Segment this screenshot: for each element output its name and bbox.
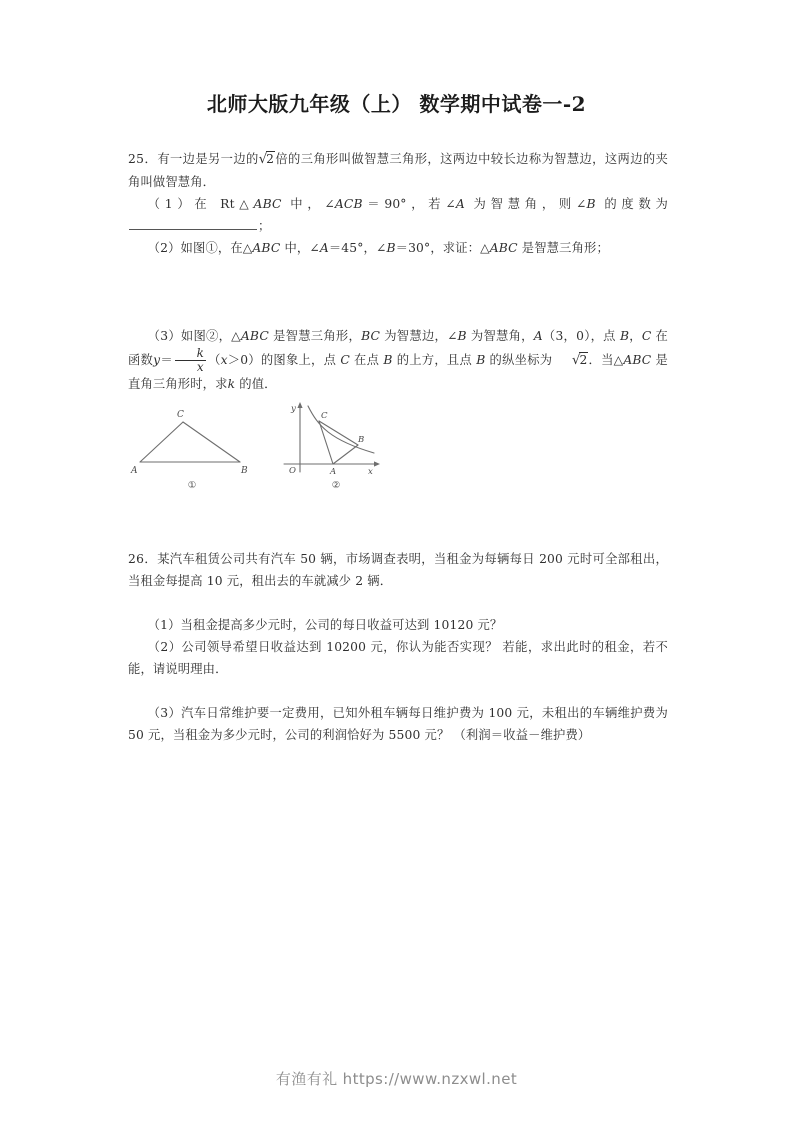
part-text: 在 Rt△ — [194, 197, 254, 211]
sqrt-icon: √2 — [572, 352, 588, 368]
part-text: （ — [207, 352, 221, 367]
sqrt-radicand: 2 — [579, 352, 588, 367]
part-text: ； — [258, 219, 271, 233]
math-var: ∠B — [375, 241, 396, 255]
part-text: 是智慧三角形， — [268, 329, 362, 343]
part-label: （3） — [147, 329, 181, 343]
question-25 — [128, 148, 668, 395]
watermark: 有渔有礼 https://www.nzxwl.net — [275, 1070, 518, 1088]
question-26-part-2 — [128, 636, 668, 680]
figure-1 — [128, 400, 258, 491]
part-text: 如图②，△ — [180, 329, 241, 343]
question-25-number: 25． — [128, 152, 158, 166]
part-label: （2） — [147, 640, 182, 654]
part-label: （1） — [147, 197, 195, 211]
answer-blank[interactable] — [129, 218, 257, 230]
math-var: C — [340, 352, 350, 367]
part-text: 汽车日常维护要一定费用，已知外租车辆每日维护费为 100 元，未租出的车辆维护费为 50 元，当租金为多少元时，公司的利润恰好为 5500 元？ （利润＝收益－维护费） — [128, 706, 668, 742]
fraction-numerator: k — [196, 346, 204, 360]
page-title: 北师大版九年级（上） 数学期中试卷一-2 — [206, 92, 587, 116]
question-25-part-2 — [128, 237, 668, 259]
sqrt-radicand: 2 — [266, 152, 275, 166]
part-text: 为智慧角， — [466, 329, 534, 343]
figure-2-vertex-A: A — [330, 467, 337, 477]
part-label: （2） — [147, 241, 181, 255]
question-25-stem-a: 有一边是另一边的 — [157, 152, 259, 166]
part-text: 如图①，在△ — [180, 241, 253, 255]
part-text: 在函数 — [128, 329, 669, 367]
math-var: ∠B — [447, 329, 467, 343]
fraction-k-over-x — [175, 347, 206, 373]
spacer — [128, 592, 668, 614]
figure-2-caption: ② — [331, 480, 341, 491]
math-var: ∠A — [309, 241, 329, 255]
math-var: B — [476, 352, 486, 367]
sqrt-icon: √2 — [258, 152, 275, 167]
figure-1-caption: ① — [187, 480, 197, 491]
document-body — [128, 148, 668, 395]
part-text: 中， — [281, 197, 325, 211]
math-var: A — [533, 329, 543, 343]
fraction-denominator: x — [175, 360, 206, 374]
math-var: x — [220, 352, 228, 367]
question-26-number: 26． — [128, 552, 158, 566]
figure-1-vertex-B: B — [241, 466, 248, 476]
figure-1-drawing — [128, 400, 258, 478]
math-var: k — [227, 377, 236, 392]
figures-row — [128, 400, 668, 492]
figure-2-drawing — [278, 400, 388, 480]
math-var: ABC — [252, 241, 281, 255]
question-25-stem — [128, 148, 668, 193]
math-var: B — [619, 329, 630, 343]
part-text: 是智慧三角形； — [517, 241, 609, 255]
question-26 — [128, 548, 668, 746]
question-26-part-3 — [128, 702, 668, 746]
part-text: ＝90°，若 — [362, 197, 446, 211]
math-var: ∠A — [445, 197, 465, 211]
part-text: 在点 — [349, 352, 384, 367]
part-text: 的上方，且点 — [392, 352, 477, 367]
part-text: 的度数为 — [595, 197, 668, 211]
part-text: ， — [629, 329, 642, 343]
math-var: ∠ACB — [324, 197, 363, 211]
math-var: C — [641, 329, 652, 343]
question-25-part-3 — [128, 325, 668, 395]
part-label: （3） — [147, 706, 182, 720]
question-25-part-1 — [128, 193, 668, 237]
math-var: ABC — [240, 329, 269, 343]
figure-1-vertex-C: C — [177, 410, 184, 420]
part-text: 是直角三角形时，求 — [128, 352, 668, 392]
figure-2-origin-label: O — [289, 466, 296, 476]
spacer — [128, 680, 668, 702]
question-25-stem-b: 倍的三角形叫做智慧三角形，这两边中较长边称为智慧边，这两边的夹角叫做智慧角． — [128, 152, 668, 189]
part-text: （3，0），点 — [542, 329, 620, 343]
question-26-stem — [128, 548, 668, 592]
part-text: 中， — [280, 241, 310, 255]
part-text: 为智慧边， — [380, 329, 448, 343]
spacer — [128, 259, 668, 325]
part-text: ＝ — [160, 352, 173, 367]
figure-2-x-axis-label: x — [368, 467, 373, 477]
part-text: ＝30°，求证： — [395, 241, 481, 255]
figure-2-vertex-B: B — [358, 435, 365, 445]
part-text: ＝45°， — [328, 241, 376, 255]
part-label: （1） — [147, 618, 181, 632]
math-var: ABC — [253, 197, 282, 211]
part-text: 的值． — [235, 377, 277, 392]
math-var: BC — [361, 329, 381, 343]
figure-1-vertex-A: A — [131, 466, 138, 476]
math-var: ABC — [623, 352, 652, 367]
question-26-part-1 — [128, 614, 668, 636]
question-26-stem-text: 某汽车租赁公司共有汽车 50 辆，市场调查表明，当租金为每辆每日 200 元时可全部租出，当租金每提高 10 元，租出去的车就减少 2 辆． — [128, 552, 668, 588]
figure-2-vertex-C: C — [321, 411, 328, 421]
math-var: ∠B — [576, 197, 596, 211]
figure-2-y-axis-label: y — [291, 404, 296, 414]
part-text: 当租金提高多少元时，公司的每日收益可达到 10120 元？ — [180, 618, 503, 632]
part-text: 的纵坐标为 — [485, 352, 553, 367]
part-text: ．当△ — [588, 352, 624, 367]
part-text: 公司领导希望日收益达到 10200 元，你认为能否实现？ 若能，求出此时的租金，若不能，请说明理由． — [128, 640, 668, 676]
math-var: y — [153, 352, 161, 367]
part-text: ＞0）的图象上，点 — [227, 352, 341, 367]
part-text: 为智慧角，则 — [464, 197, 576, 211]
math-var: B — [383, 352, 393, 367]
math-var: △ABC — [480, 241, 518, 255]
figure-2 — [278, 400, 388, 491]
